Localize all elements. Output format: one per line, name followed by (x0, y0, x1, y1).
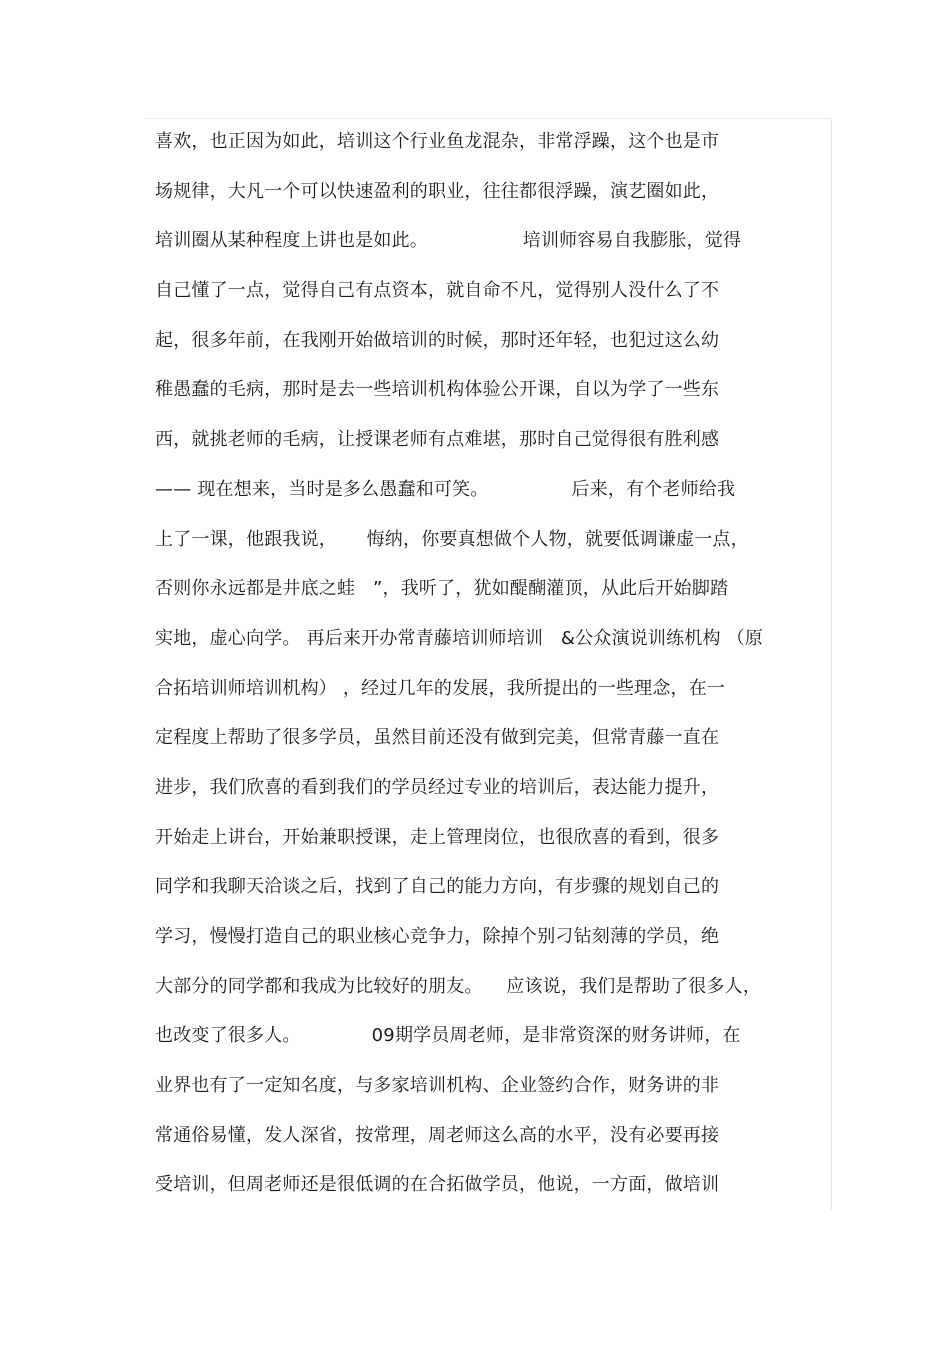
text-line: 稚愚蠢的毛病，那时是去一些培训机构体验公开课，自以为学了一些东 (155, 379, 720, 401)
text-line: 同学和我聊天洽谈之后，找到了自己的能力方向，有步骤的规划自己的 (155, 876, 720, 898)
text-line: 否则你永远都是井底之蛙 ”，我听了，犹如醍醐灌顶，从此后开始脚踏 (155, 578, 729, 600)
text-line: 场规律，大凡一个可以快速盈利的职业，往往都很浮躁，演艺圈如此， (155, 180, 720, 202)
text-line: 大部分的同学都和我成为比较好的朋友。 应该说，我们是帮助了很多人， (155, 975, 762, 997)
text-line: 受培训，但周老师还是很低调的在合拓做学员，他说，一方面，做培训 (155, 1174, 720, 1196)
text-line: 培训圈从某种程度上讲也是如此。 培训师容易自我膨胀，觉得 (155, 230, 742, 252)
text-line: 进步，我们欣喜的看到我们的学员经过专业的培训后，表达能力提升， (155, 776, 720, 798)
body-text (155, 128, 845, 1221)
text-line: —— 现在想来，当时是多么愚蠢和可笑。 后来，有个老师给我 (155, 478, 736, 500)
text-line: 也改变了很多人。 09期学员周老师，是非常资深的财务讲师，在 (155, 1025, 741, 1047)
text-line: 开始走上讲台，开始兼职授课，走上管理岗位，也很欣喜的看到，很多 (155, 826, 720, 848)
text-line: 上了一课，他跟我说， 悔纳，你要真想做个人物，就要低调谦虚一点， (155, 528, 749, 550)
text-line: 定程度上帮助了很多学员，虽然目前还没有做到完美，但常青藤一直在 (155, 727, 720, 749)
text-line: 常通俗易懂，发人深省，按常理，周老师这么高的水平，没有必要再接 (155, 1124, 720, 1146)
text-line: 合拓培训师培训机构） ，经过几年的发展，我所提出的一些理念，在一 (155, 677, 726, 699)
text-line: 业界也有了一定知名度，与多家培训机构、企业签约合作，财务讲的非 (155, 1075, 720, 1097)
text-line: 学习，慢慢打造自己的职业核心竞争力，除掉个别刁钻刻薄的学员，绝 (155, 926, 720, 947)
text-line: 实地，虚心向学。 再后来开办常青藤培训师培训 &公众演说训练机构 （原 (155, 627, 764, 649)
text-line: 喜欢，也正因为如此，培训这个行业鱼龙混杂，非常浮躁，这个也是市 (155, 131, 720, 152)
text-line: 自己懂了一点，觉得自己有点资本，就自命不凡，觉得别人没什么了不 (155, 280, 720, 302)
text-line: 西，就挑老师的毛病，让授课老师有点难堪，那时自己觉得很有胜利感 (155, 429, 720, 451)
text-line: 起，很多年前，在我刚开始做培训的时候，那时还年轻，也犯过这么幼 (155, 329, 720, 351)
